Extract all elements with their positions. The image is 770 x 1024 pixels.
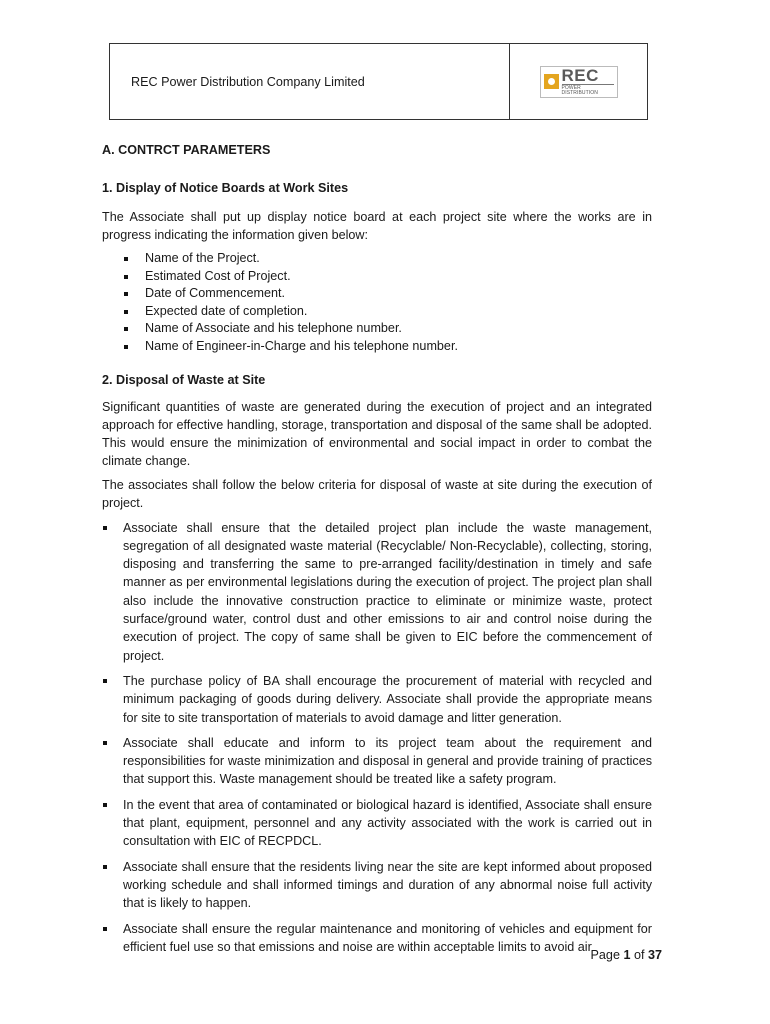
list-item: Name of the Project. — [102, 250, 652, 268]
header-logo-cell — [510, 44, 647, 119]
list-item: Associate shall educate and inform to its project team about the requirement and responsibilities for waste minimization and disposal in general and provide training of practices that support this. Waste management should be treated like a safety program. — [102, 734, 652, 789]
list-item: The purchase policy of BA shall encourage the procurement of material with recycled and minimum packaging of goods during delivery. Associate shall provide the appropriate means for site to site transportation of materials to avoid damage and litter generation. — [102, 672, 652, 727]
list-item: Date of Commencement. — [102, 285, 652, 303]
list-item: Associate shall ensure that the detailed project plan include the waste management, segregation of all designated waste material (Recyclable/ Non-Recyclable), collecting, storing, disposing and transferring the same to pre-arranged facility/destination in timely and safe manner as per environmental legislations during the execution of project. The project plan shall also include the innovative construction practice to eliminate or minimize waste, protect surface/ground water, control dust and other emissions to air and control noise during the execution of project. The copy of same shall be given to EIC before the commencement of project. — [102, 519, 652, 665]
list-item: Associate shall ensure that the residents living near the site are kept informed about proposed working schedule and shall informed timings and duration of any abnormal noise full activity that is likely to happen. — [102, 858, 652, 913]
list-item: In the event that area of contaminated or biological hazard is identified, Associate shall ensure that plant, equipment, personnel and any activity associated with the work is carried out in consultation with EIC of RECPDCL. — [102, 796, 652, 851]
document-body — [102, 141, 652, 963]
header-box — [109, 43, 648, 120]
heading-waste-disposal: 2. Disposal of Waste at Site — [102, 372, 266, 387]
page-of: of — [630, 948, 648, 962]
logo-main: REC — [561, 66, 599, 85]
paragraph: Significant quantities of waste are generated during the execution of project and an integrated approach for effective handling, storage, transportation and disposal of the same shall be adopted. This would ensure the minimization of environmental and social impact in order to combat the climate change. — [102, 399, 652, 468]
list-item: Name of Associate and his telephone number. — [102, 320, 652, 338]
paragraph: The associates shall follow the below criteria for disposal of waste at site during the execution of project. — [102, 477, 652, 510]
list-item: Expected date of completion. — [102, 303, 652, 321]
page-prefix: Page — [590, 948, 624, 962]
rec-logo — [540, 66, 618, 98]
section-title: A. CONTRCT PARAMETERS — [102, 143, 271, 157]
list-item: Associate shall ensure the regular maintenance and monitoring of vehicles and equipment for efficient fuel use so that emissions and noise are within acceptable limits to avoid air — [102, 920, 652, 957]
logo-sub: POWER DISTRIBUTION — [562, 84, 614, 96]
list-item: Name of Engineer-in-Charge and his telephone number. — [102, 338, 652, 356]
header-title-cell — [110, 44, 510, 119]
list-item: Estimated Cost of Project. — [102, 268, 652, 286]
page-number — [591, 948, 662, 962]
page-current: 1 — [623, 948, 631, 962]
notice-board-list — [102, 250, 652, 356]
paragraph: The Associate shall put up display notice board at each project site where the works are in progress indicating the information given below: — [102, 210, 652, 242]
logo-text — [562, 67, 614, 96]
company-name: REC Power Distribution Company Limited — [131, 74, 365, 89]
waste-criteria-list — [102, 519, 652, 957]
page-total: 37 — [647, 948, 662, 962]
sun-icon — [544, 74, 559, 89]
heading-notice-boards: 1. Display of Notice Boards at Work Sites — [102, 181, 349, 195]
